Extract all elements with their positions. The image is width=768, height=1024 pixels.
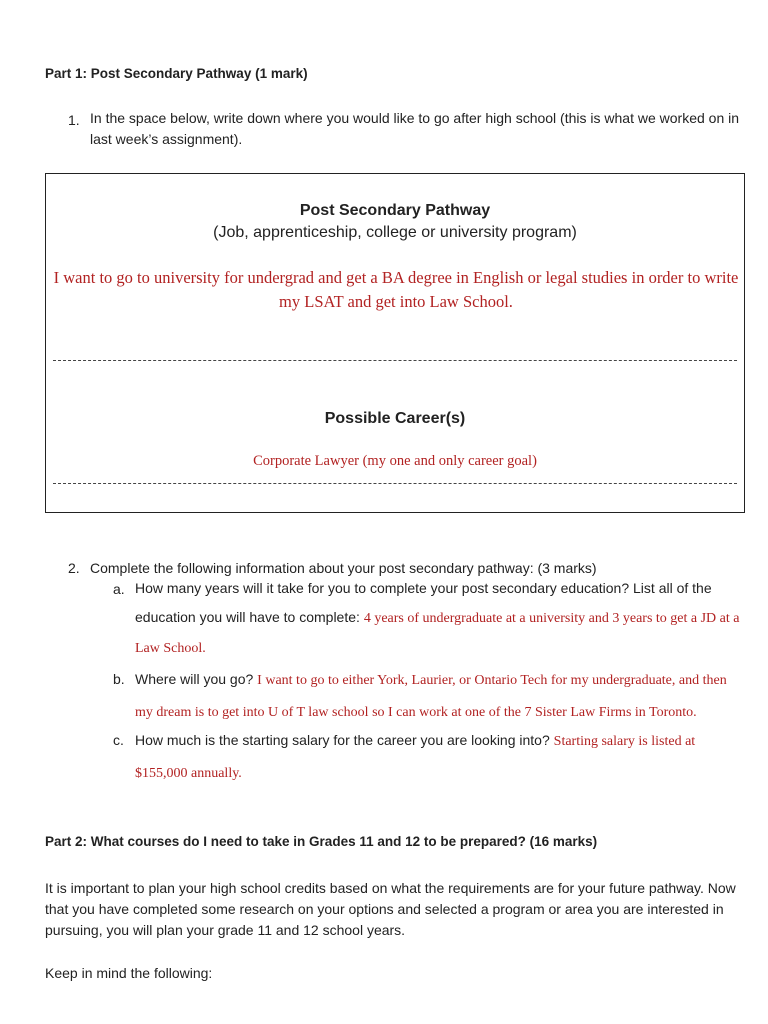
q2a-item bbox=[135, 574, 747, 663]
q2-number: 2. bbox=[68, 560, 80, 576]
q2c-item bbox=[135, 725, 747, 789]
part1-heading: Part 1: Post Secondary Pathway (1 mark) bbox=[45, 66, 308, 81]
divider-line bbox=[53, 483, 737, 484]
q2a-answer: 4 years of undergraduate at a university and 3 years to get a JD at a Law School. bbox=[135, 611, 740, 656]
part2-heading: Part 2: What courses do I need to take in Grades 11 and 12 to be prepared? (16 marks) bbox=[45, 834, 598, 849]
divider-line bbox=[53, 360, 737, 361]
q1-text: In the space below, write down where you would like to go after high school (this is what we worked on in last week’s assignment). bbox=[90, 110, 740, 147]
career-answer: Corporate Lawyer (my one and only career goal) bbox=[253, 453, 537, 469]
q2a-letter: a. bbox=[113, 581, 125, 597]
q2b-item bbox=[135, 664, 747, 728]
q2-text: Complete the following information about your post secondary pathway: (3 marks) bbox=[90, 560, 597, 576]
career-title: Possible Career(s) bbox=[324, 410, 466, 427]
q2a-text: How many years will it take for you to complete your post secondary education? List all of the education you will have to complete: bbox=[135, 580, 712, 625]
q2b-text: Where will you go? bbox=[135, 671, 254, 687]
q2c-answer: Starting salary is listed at $155,000 annually. bbox=[135, 734, 696, 781]
keep-in-mind-text: Keep in mind the following: bbox=[45, 965, 213, 981]
pathway-answer: I want to go to university for undergrad and get a BA degree in English or legal studies in order to write my LSAT and get into Law School. bbox=[53, 268, 739, 311]
q2c-letter: c. bbox=[113, 732, 124, 748]
q2c-text: How much is the starting salary for the career you are looking into? bbox=[135, 732, 550, 748]
q2b-letter: b. bbox=[113, 671, 125, 687]
q1-number: 1. bbox=[68, 112, 80, 128]
pathway-box-subtitle: (Job, apprenticeship, college or university program) bbox=[213, 224, 577, 241]
pathway-answer-box bbox=[45, 173, 745, 513]
part2-paragraph: It is important to plan your high school credits based on what the requirements are for your future pathway. Now that you have completed some research on your options and selected a program or area you are interested in pursuing, you will plan your grade 11 and 12 school years. bbox=[45, 880, 736, 938]
pathway-box-title: Post Secondary Pathway bbox=[299, 202, 491, 219]
q2b-answer: I want to go to either York, Laurier, or Ontario Tech for my undergraduate, and then my dream is to get into U of T law school so I can work at one of the 7 Sister Law Firms in Toronto. bbox=[135, 673, 727, 720]
